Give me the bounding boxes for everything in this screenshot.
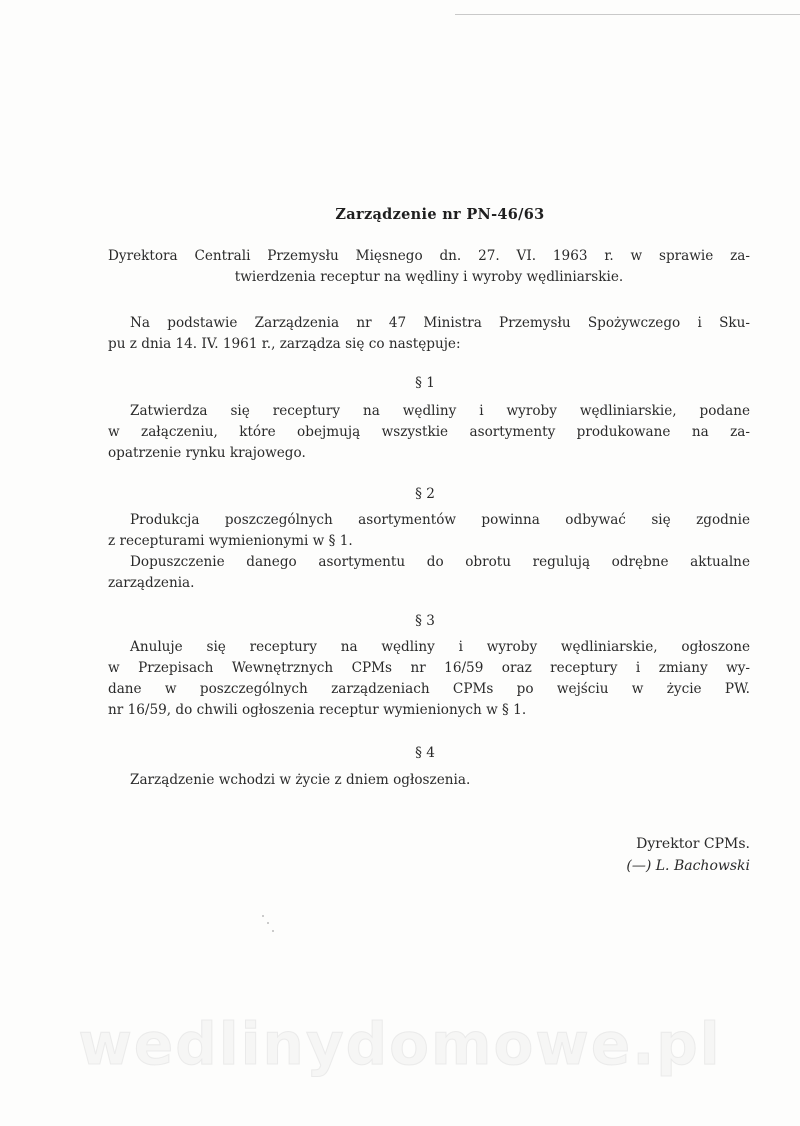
signature-role: Dyrektor CPMs.	[636, 836, 750, 852]
section-3-line-3: dane w poszczególnych zarządzeniach CPMs po wejściu w życie PW.	[108, 681, 750, 697]
watermark: wedlinydomowe.pl	[78, 1010, 722, 1078]
section-4-paragraph	[108, 770, 750, 791]
section-heading-3: § 3	[415, 613, 435, 629]
section-heading-1: § 1	[415, 375, 435, 391]
section-1-line-1: Zatwierdza się receptury na wędliny i wyroby wędliniarskie, podane	[130, 403, 750, 419]
signature-name: (—) L. Bachowski	[626, 858, 750, 874]
section-2-line-2: z recepturami wymienionymi w § 1.	[108, 533, 353, 549]
section-3-line-4: nr 16/59, do chwili ogłoszenia receptur wymienionych w § 1.	[108, 702, 527, 718]
section-heading-2: § 2	[415, 486, 435, 502]
scan-speck	[272, 930, 274, 932]
subtitle-line-1: Dyrektora Centrali Przemysłu Mięsnego dn. 27. VI. 1963 r. w sprawie za-	[108, 248, 750, 264]
section-4-line-1: Zarządzenie wchodzi w życie z dniem ogłoszenia.	[130, 772, 471, 788]
document-title: Zarządzenie nr PN-46/63	[335, 206, 545, 223]
preamble	[108, 313, 750, 355]
section-3-line-2: w Przepisach Wewnętrznych CPMs nr 16/59 oraz receptury i zmiany wy-	[108, 660, 750, 676]
section-3-line-1: Anuluje się receptury na wędliny i wyroby wędliniarskie, ogłoszone	[130, 639, 750, 655]
section-2-paragraph-2	[108, 552, 750, 594]
section-1-line-3: opatrzenie rynku krajowego.	[108, 445, 306, 461]
preamble-line-2: pu z dnia 14. IV. 1961 r., zarządza się co następuje:	[108, 336, 461, 352]
scan-speck	[262, 915, 264, 917]
section-2-paragraph-1	[108, 510, 750, 552]
section-heading-4: § 4	[415, 745, 435, 761]
signature-block	[580, 833, 750, 877]
subtitle-line-2: twierdzenia receptur na wędliny i wyroby wędliniarskie.	[234, 269, 624, 285]
section-1-paragraph	[108, 401, 750, 464]
scan-edge-line	[455, 14, 800, 15]
document-subtitle	[108, 246, 750, 288]
section-2-line-1: Produkcja poszczególnych asortymentów powinna odbywać się zgodnie	[130, 512, 750, 528]
scan-speck	[267, 922, 269, 924]
section-2-line-4: zarządzenia.	[108, 575, 195, 591]
section-3-paragraph	[108, 637, 750, 721]
section-1-line-2: w załączeniu, które obejmują wszystkie asortymenty produkowane na za-	[108, 424, 750, 440]
preamble-line-1: Na podstawie Zarządzenia nr 47 Ministra Przemysłu Spożywczego i Sku-	[130, 315, 750, 331]
section-2-line-3: Dopuszczenie danego asortymentu do obrotu regulują odrębne aktualne	[130, 554, 750, 570]
